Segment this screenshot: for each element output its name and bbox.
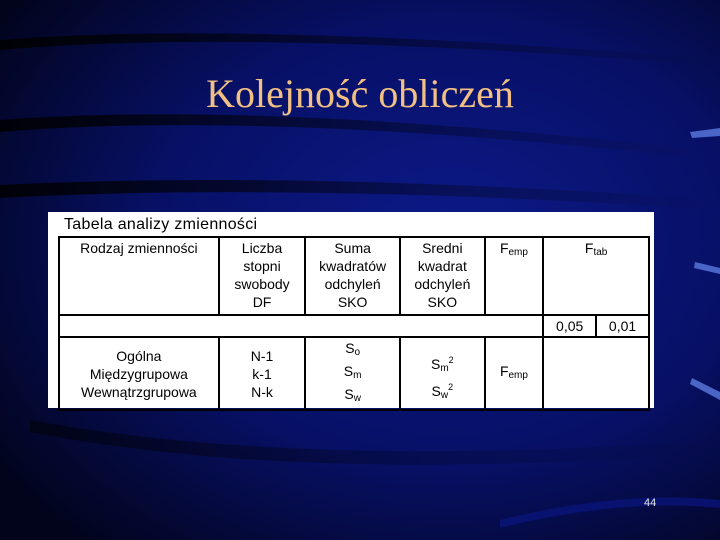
alpha-005: 0,05 (543, 315, 596, 337)
table-header-row (59, 237, 649, 315)
header-ms: Sredni kwadrat odchyleń SKO (400, 237, 485, 315)
row-ms: $S_m^2$ $S_w^2$ (400, 337, 485, 410)
anova-table (58, 236, 650, 411)
header-ftab: $F_{tab}$ (543, 237, 649, 315)
row-sources: Ogólna Międzygrupowa Wewnątrzgrupowa (59, 337, 219, 410)
slide-title: Kolejność obliczeń (206, 71, 514, 116)
table-caption: Tabela analizy zmienności (64, 216, 258, 233)
header-source: Rodzaj zmienności (59, 237, 219, 315)
header-femp: $F_{emp}$ (485, 237, 544, 315)
header-df: Liczba stopni swobody DF (219, 237, 306, 315)
alpha-001: 0,01 (596, 315, 649, 337)
row-ftab-empty (543, 337, 649, 410)
row-df: N-1 k-1 N-k (219, 337, 306, 410)
anova-table-panel (48, 212, 654, 408)
table-body-row (59, 337, 649, 410)
header-ss: Suma kwadratów odchyleń SKO (305, 237, 400, 315)
page-number: 44 (644, 497, 657, 509)
alpha-row (59, 315, 649, 337)
row-ss: $S_o$ $S_m$ $S_w$ (305, 337, 400, 410)
row-f: $F_{emp}$ (485, 337, 544, 410)
